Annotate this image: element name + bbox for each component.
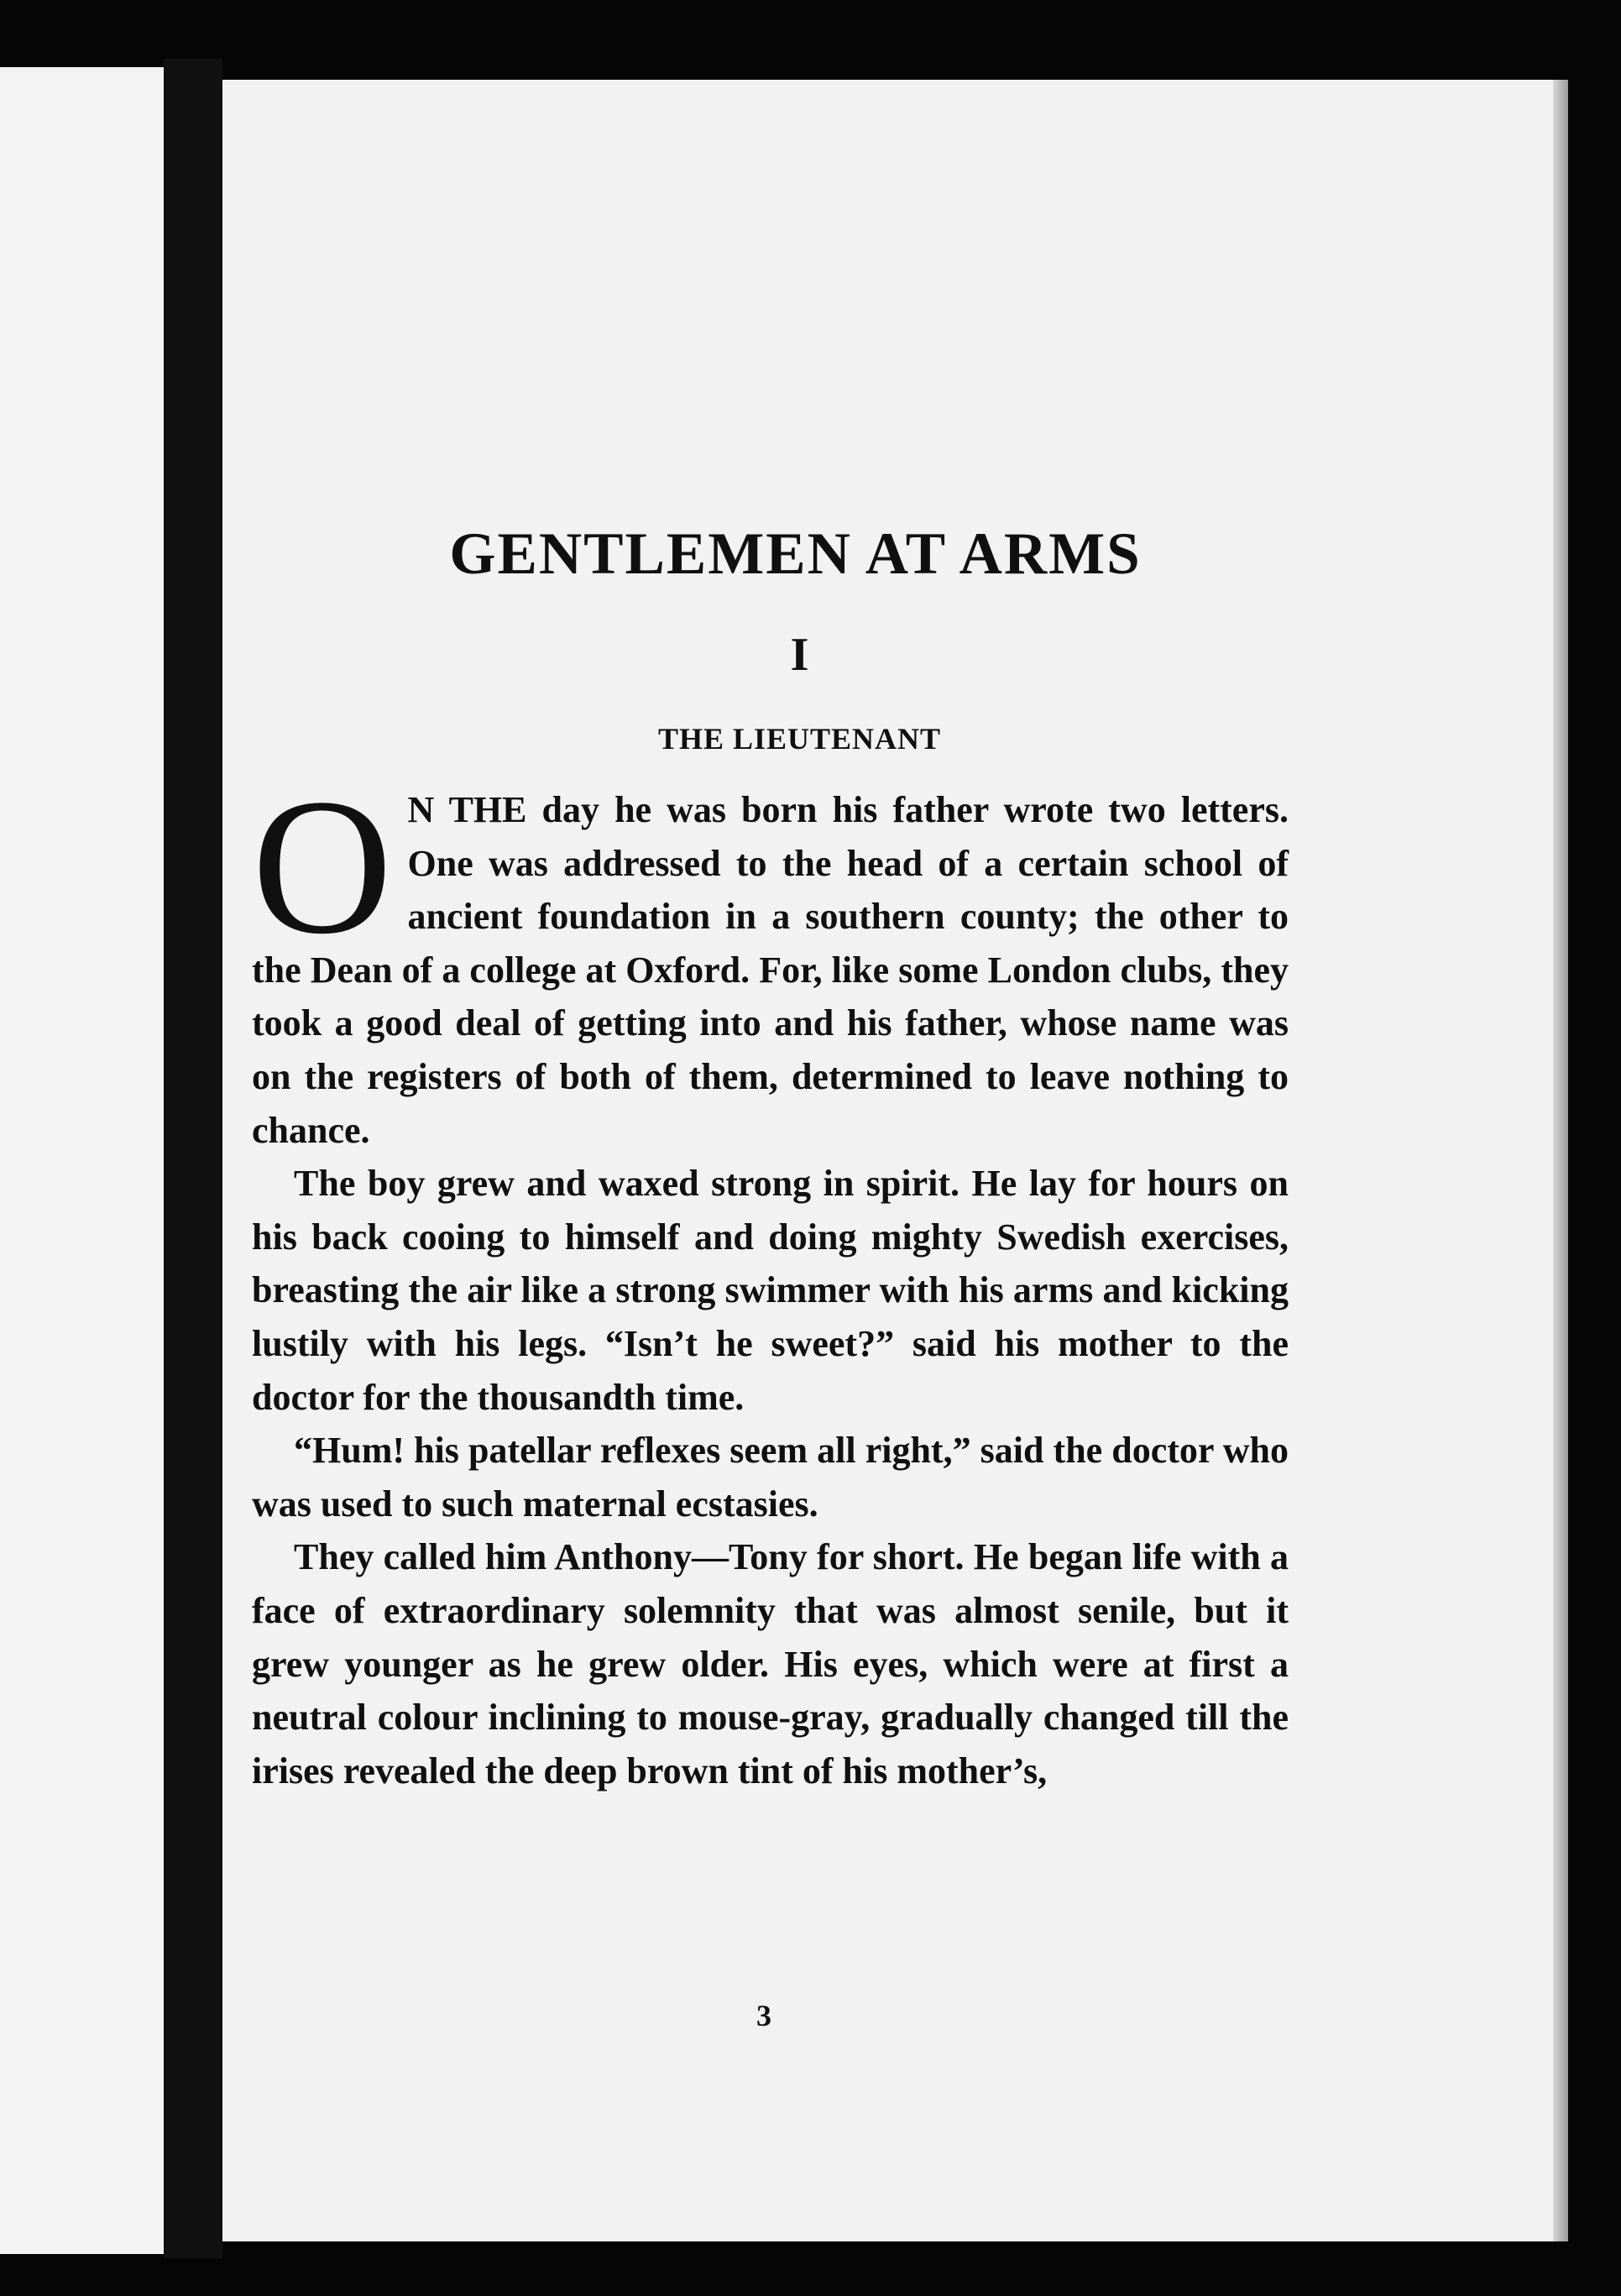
paragraph-1 (252, 759, 1289, 1157)
chapter-body (252, 759, 1289, 1797)
previous-page-edge (0, 67, 164, 2254)
paragraph-1-text: N THE day he was born his father wrote two letters. One was addressed to the head of a certain school of ancient foundation in a southern county; the other to the Dean of a college at Oxford. For, like some London clubs, they took a good deal of getting into and his father, whose name was on the registers of both of them, determined to leave nothing to chance. (252, 789, 1289, 1151)
paragraph-2: The boy grew and waxed strong in spirit. He lay for hours on his back cooing to himself and doing mighty Swedish exercises, breasting the air like a strong swimmer with his arms and kicking lustily with his legs. “Isn’t he sweet?” said his mother to the doctor for the thousandth time. (252, 1163, 1289, 1418)
paragraph-3: “Hum! his patellar reflexes seem all right,” said the doctor who was used to such maternal ecstasies. (252, 1430, 1289, 1525)
chapter-title: THE LIEUTENANT (657, 722, 942, 756)
page-edge-shadow (1553, 80, 1568, 2241)
drop-cap: O (252, 759, 393, 975)
book-gutter (164, 59, 222, 2258)
paragraph-4: They called him Anthony—Tony for short. He began life with a face of extraordinary solemnity that was almost senile, but it grew younger as he grew older. His eyes, which were at first a neutral colour inclining to mouse-gray, gradually changed till the irises revealed the deep brown tint of his mother’s, (252, 1536, 1289, 1791)
chapter-number: I (790, 629, 809, 681)
book-title: GENTLEMEN AT ARMS (449, 521, 1142, 587)
page-number: 3 (756, 1999, 771, 2032)
page-text-block (252, 516, 1289, 1797)
